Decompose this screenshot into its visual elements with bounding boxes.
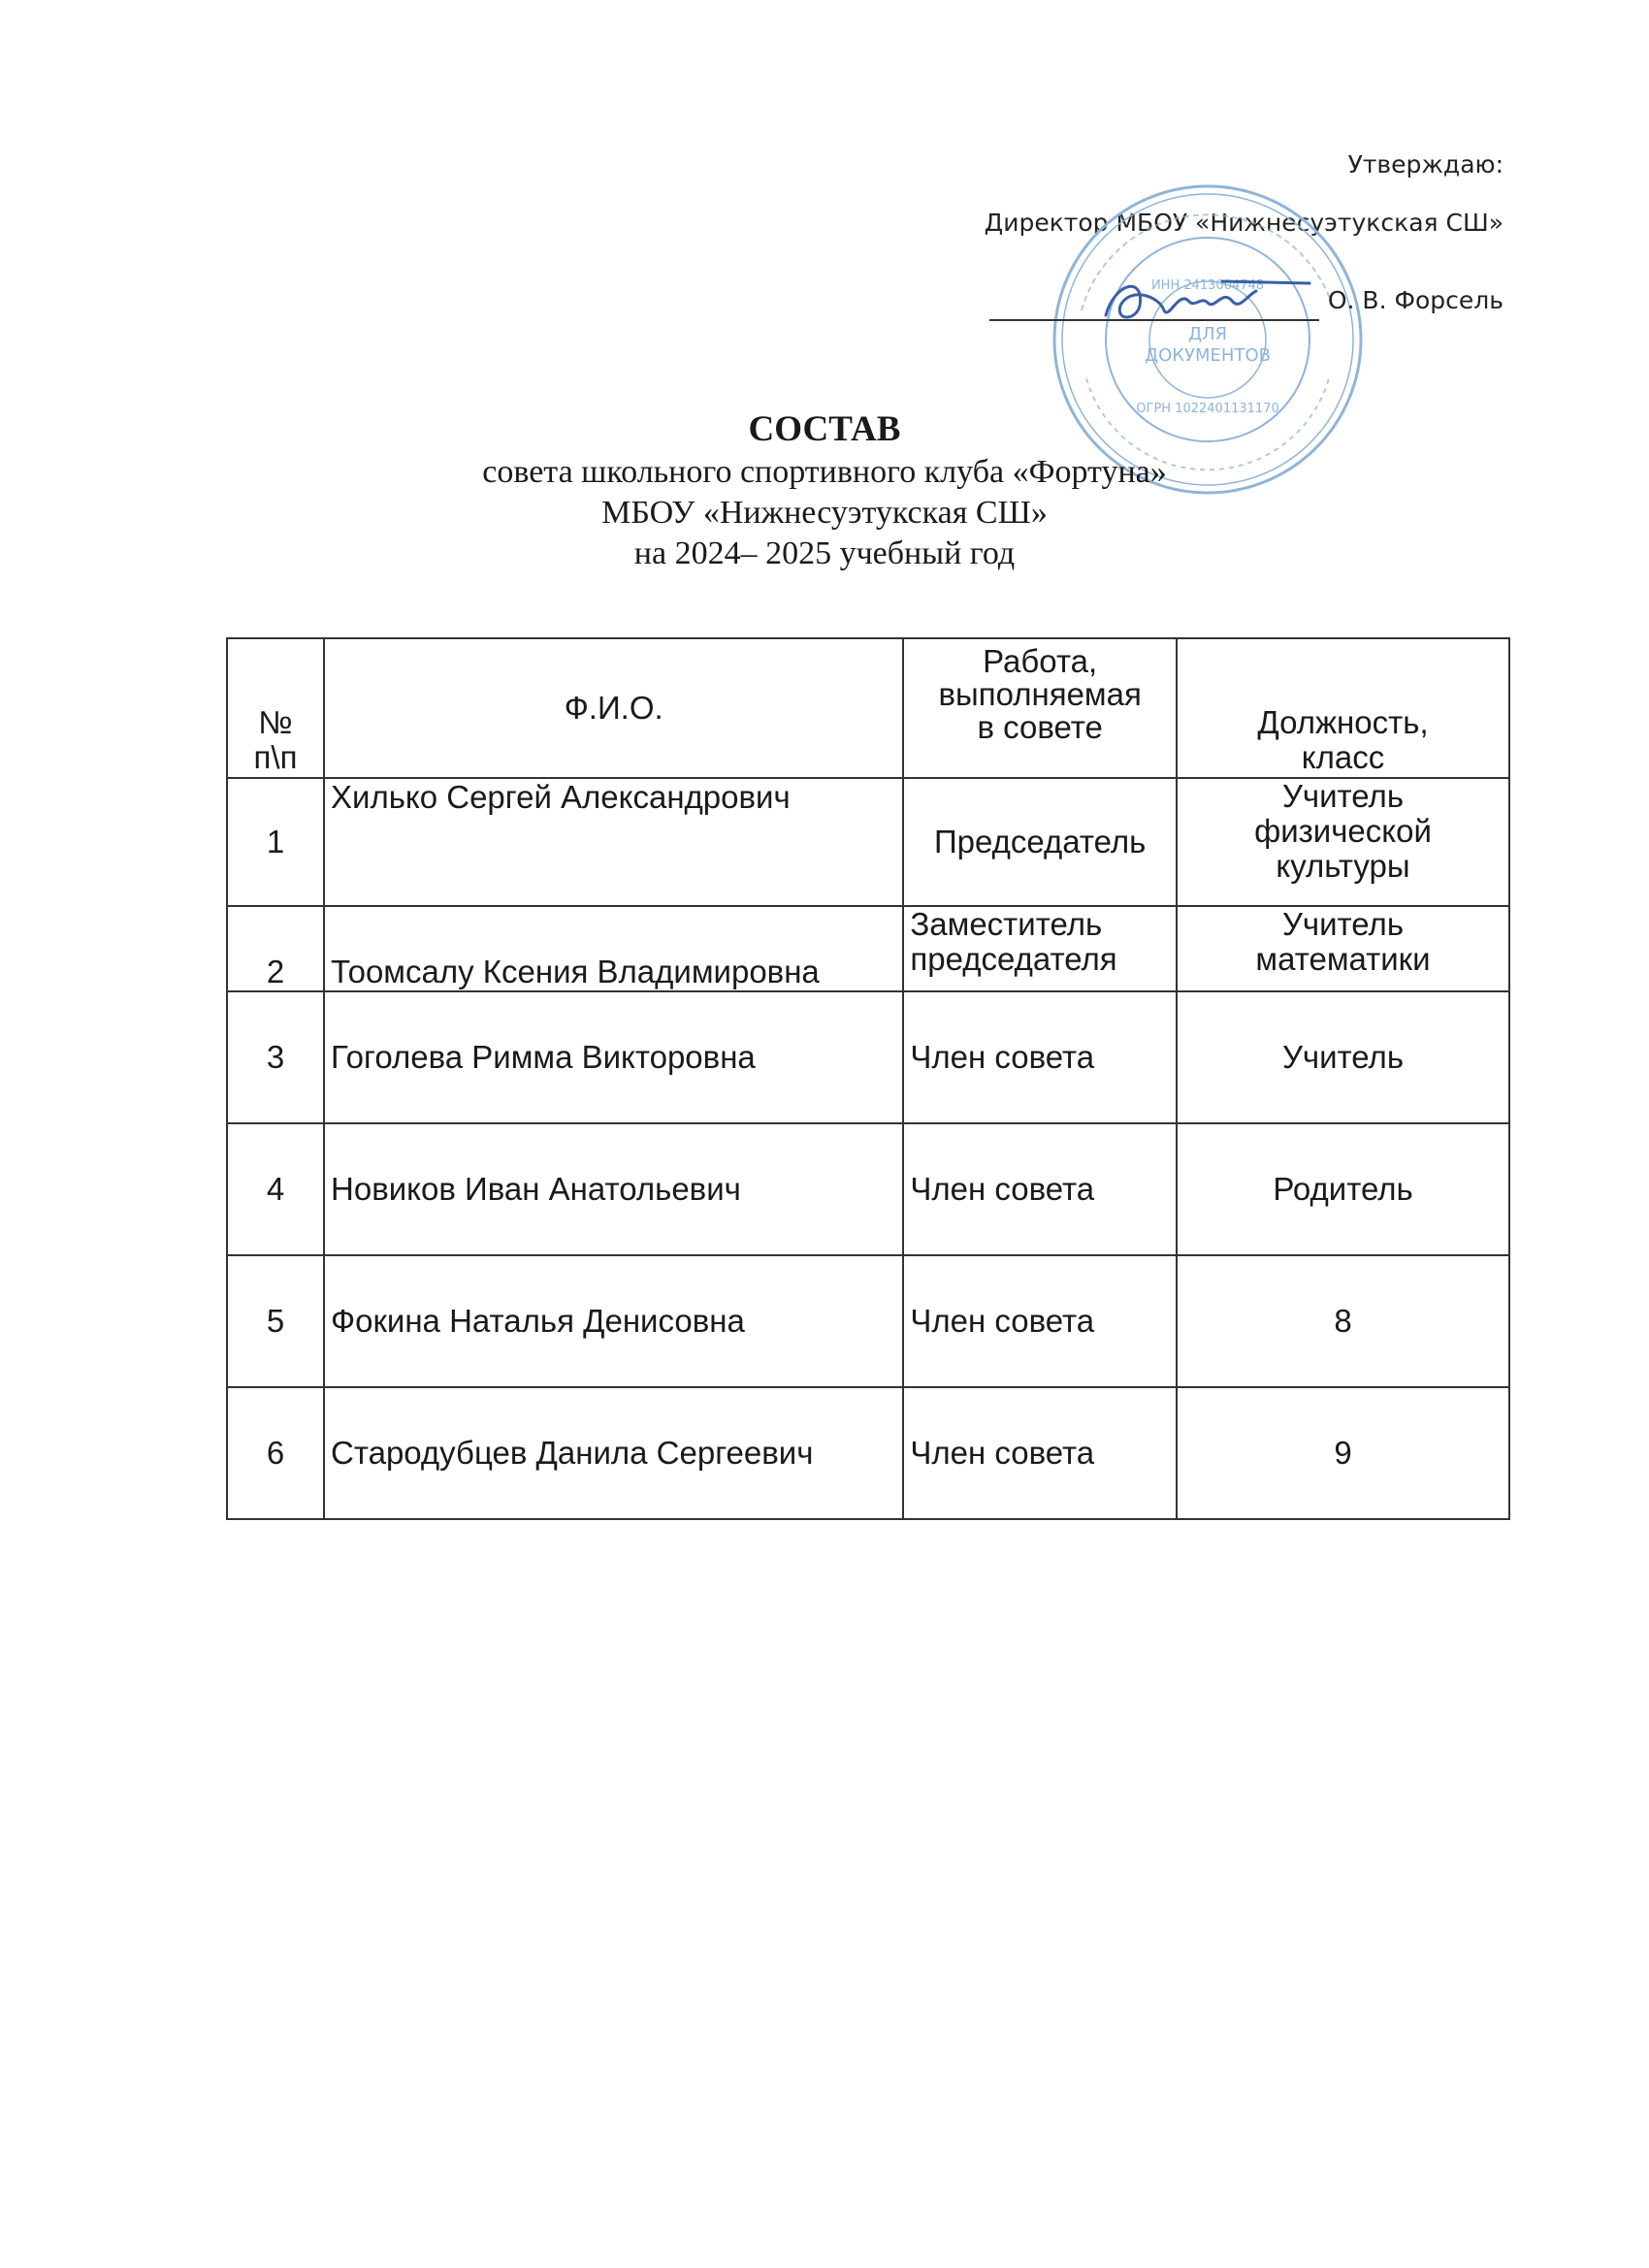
document-subtitle-3: на 2024– 2025 учебный год bbox=[633, 535, 1016, 571]
row-position: Учитель bbox=[1177, 991, 1509, 1123]
row-work-line1: Заместитель bbox=[910, 906, 1103, 942]
table-row bbox=[227, 1123, 1509, 1255]
header-position bbox=[1177, 638, 1509, 778]
header-work-line2: выполняемая bbox=[938, 676, 1142, 712]
director-name: О. В. Форсель bbox=[1327, 286, 1504, 314]
svg-text:ОГРН 1022401131170: ОГРН 1022401131170 bbox=[1136, 402, 1279, 416]
row-work bbox=[903, 906, 1177, 991]
header-position-line2: класс bbox=[1301, 739, 1385, 775]
header-work bbox=[903, 638, 1177, 778]
row-position: Родитель bbox=[1177, 1123, 1509, 1255]
row-work: Председатель bbox=[903, 778, 1177, 906]
row-position bbox=[1177, 906, 1509, 991]
header-number-line1: № bbox=[258, 704, 293, 740]
row-name: Новиков Иван Анатольевич bbox=[324, 1123, 903, 1255]
row-name: Фокина Наталья Денисовна bbox=[324, 1255, 903, 1387]
row-name: Тоомсалу Ксения Владимировна bbox=[324, 906, 903, 991]
row-number: 2 bbox=[227, 906, 324, 991]
row-position: 8 bbox=[1177, 1255, 1509, 1387]
header-work-line3: в совете bbox=[977, 709, 1103, 745]
svg-text:ИНН 2413004748: ИНН 2413004748 bbox=[1150, 278, 1265, 293]
row-position bbox=[1177, 778, 1509, 906]
handwritten-signature-icon bbox=[1086, 262, 1319, 340]
row-position-line1: Учитель bbox=[1281, 778, 1405, 814]
svg-text:ДОКУМЕНТОВ: ДОКУМЕНТОВ bbox=[1145, 345, 1271, 366]
row-position-line2: физической bbox=[1254, 813, 1432, 849]
row-number: 6 bbox=[227, 1387, 324, 1519]
svg-text:ДЛЯ: ДЛЯ bbox=[1187, 324, 1228, 344]
table-row bbox=[227, 778, 1509, 906]
row-name: Гоголева Римма Викторовна bbox=[324, 991, 903, 1123]
approve-label: Утверждаю: bbox=[1347, 150, 1504, 178]
table-row bbox=[227, 991, 1509, 1123]
row-number: 5 bbox=[227, 1255, 324, 1387]
table-row bbox=[227, 1387, 1509, 1519]
header-name: Ф.И.О. bbox=[324, 638, 903, 778]
table-row bbox=[227, 1255, 1509, 1387]
row-work: Член совета bbox=[903, 1255, 1177, 1387]
row-position-line1: Учитель bbox=[1281, 906, 1405, 942]
header-number-line2: п\п bbox=[253, 739, 298, 775]
row-position: 9 bbox=[1177, 1387, 1509, 1519]
row-name: Стародубцев Данила Сергеевич bbox=[324, 1387, 903, 1519]
council-roster-table bbox=[226, 637, 1510, 1520]
header-number bbox=[227, 638, 324, 778]
row-work: Член совета bbox=[903, 991, 1177, 1123]
row-name: Хилько Сергей Александрович bbox=[324, 778, 903, 906]
director-title: Директор МБОУ «Нижнесуэтукская СШ» bbox=[984, 209, 1504, 237]
table-header-row bbox=[227, 638, 1509, 778]
document-subtitle-1: совета школьного спортивного клуба «Фортуна» bbox=[482, 454, 1167, 490]
document-title: СОСТАВ bbox=[748, 409, 901, 449]
row-work-line2: председателя bbox=[910, 941, 1117, 977]
row-work: Член совета bbox=[903, 1387, 1177, 1519]
header-position-line1: Должность, bbox=[1257, 704, 1429, 740]
row-number: 1 bbox=[227, 778, 324, 906]
document-subtitle-2: МБОУ «Нижнесуэтукская СШ» bbox=[601, 495, 1048, 531]
row-number: 3 bbox=[227, 991, 324, 1123]
row-number: 4 bbox=[227, 1123, 324, 1255]
row-work: Член совета bbox=[903, 1123, 1177, 1255]
table-row bbox=[227, 906, 1509, 991]
row-position-line2: математики bbox=[1255, 941, 1431, 977]
header-work-line1: Работа, bbox=[983, 643, 1098, 679]
document-header bbox=[0, 407, 1649, 574]
row-position-line3: культуры bbox=[1276, 848, 1410, 884]
